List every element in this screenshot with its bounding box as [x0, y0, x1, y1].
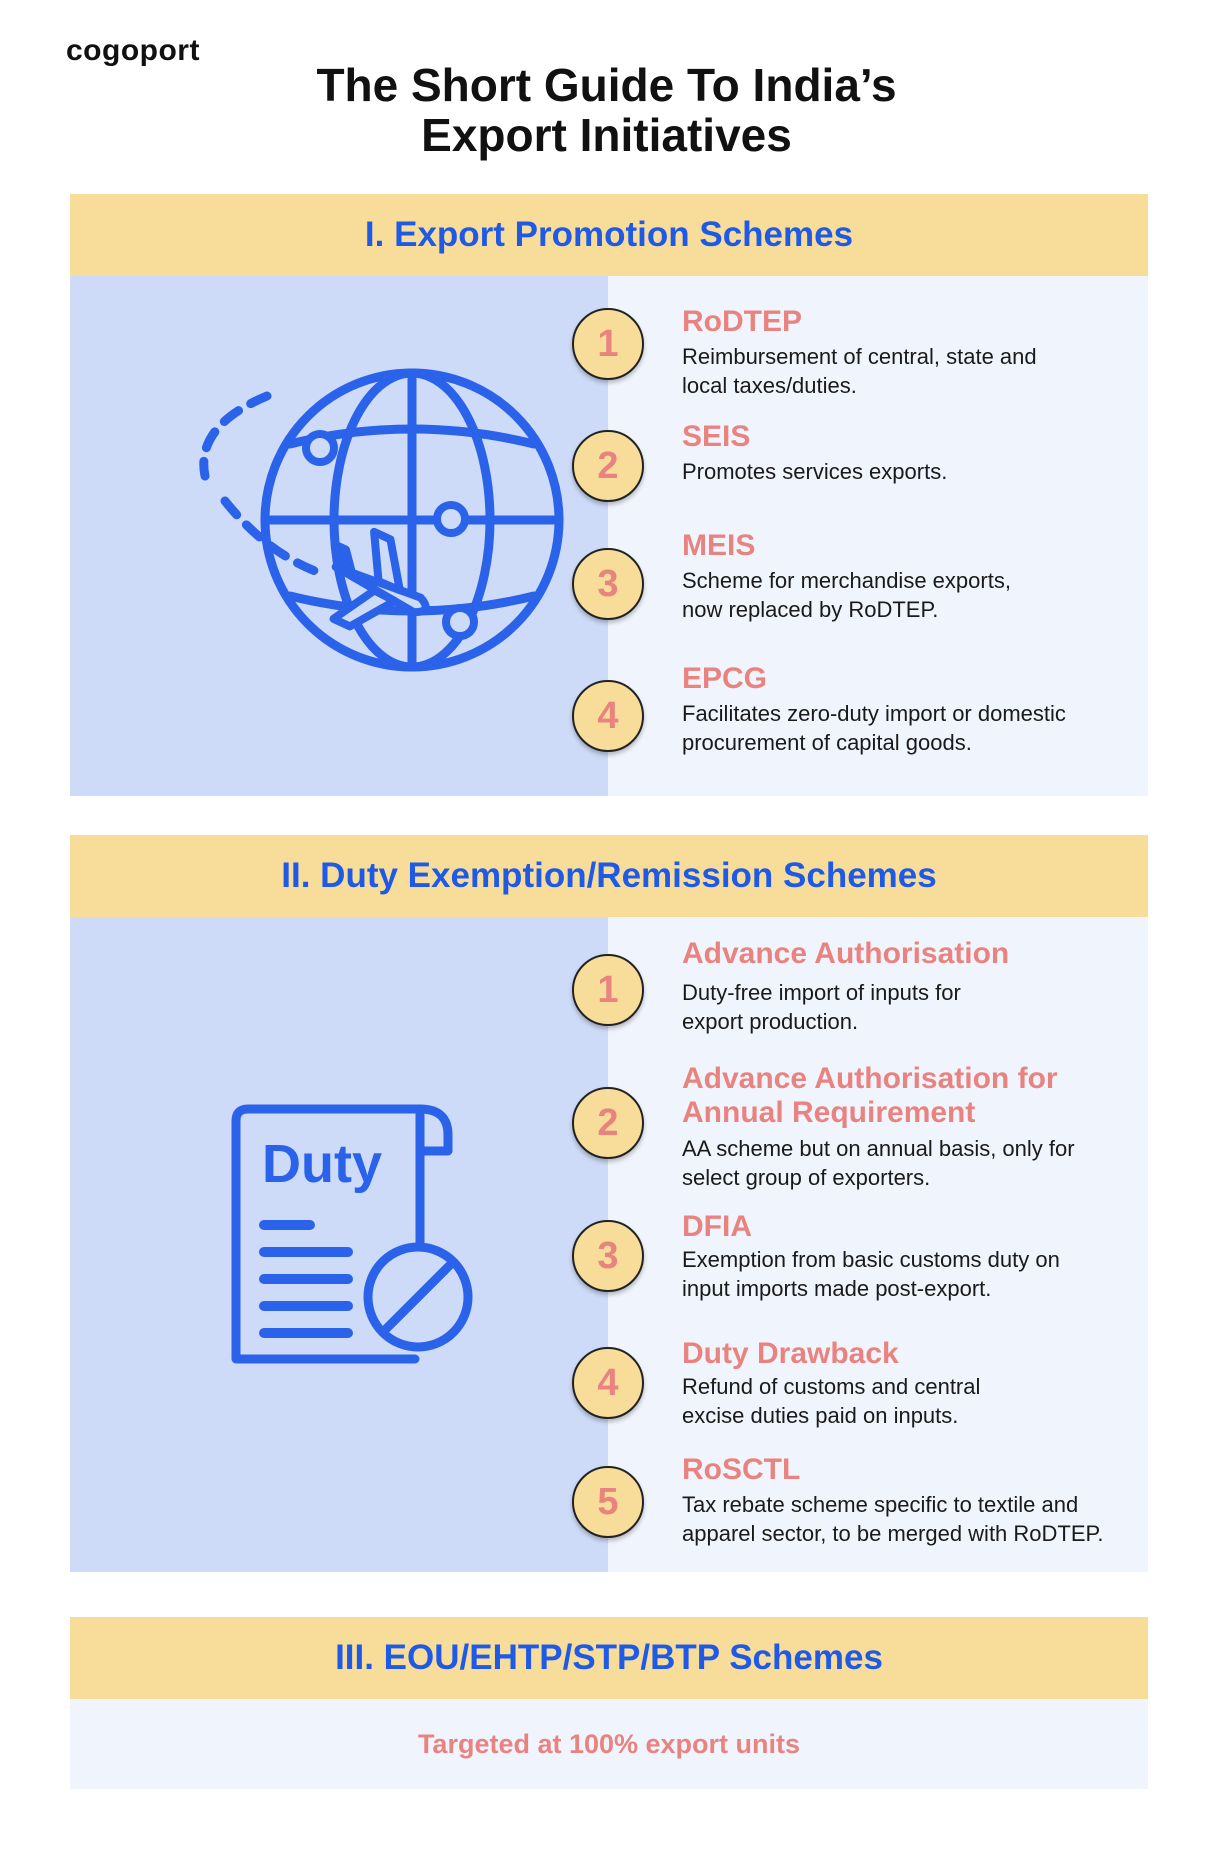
number-badge: 4: [572, 680, 644, 752]
duty-document-icon: [220, 1097, 480, 1377]
desc-line: excise duties paid on inputs.: [682, 1403, 959, 1428]
item-description: [682, 1372, 1132, 1430]
item-title: RoDTEP: [682, 305, 802, 338]
item-description: [682, 342, 1132, 400]
number-badge: 2: [572, 1087, 644, 1159]
section-2-panel: [70, 917, 1148, 1572]
desc-line: Facilitates zero-duty import or domestic: [682, 701, 1066, 726]
item-description: [682, 978, 1132, 1036]
desc-line: Scheme for merchandise exports,: [682, 568, 1011, 593]
item-description: [682, 457, 1132, 486]
item-title: EPCG: [682, 662, 768, 695]
title-line: Advance Authorisation: [682, 937, 1010, 970]
item-description: [682, 699, 1132, 757]
section-2-header: II. Duty Exemption/Remission Schemes: [70, 835, 1148, 917]
number-badge: 4: [572, 1347, 644, 1419]
item-description: [682, 1245, 1132, 1303]
desc-line: Tax rebate scheme specific to textile and: [682, 1492, 1079, 1517]
section-3-header: III. EOU/EHTP/STP/BTP Schemes: [70, 1617, 1148, 1699]
item-title: [682, 1210, 1122, 1244]
number-badge: 1: [572, 308, 644, 380]
desc-line: Exemption from basic customs duty on: [682, 1247, 1060, 1272]
desc-line: Duty-free import of inputs for: [682, 980, 961, 1005]
desc-line: now replaced by RoDTEP.: [682, 597, 939, 622]
number-badge: 5: [572, 1466, 644, 1538]
item-title: [682, 937, 1122, 971]
item-description: [682, 1134, 1132, 1192]
desc-line: Promotes services exports.: [682, 459, 948, 484]
item-title: MEIS: [682, 529, 756, 562]
section-1-header: I. Export Promotion Schemes: [70, 194, 1148, 276]
title-line: DFIA: [682, 1210, 752, 1243]
item-title: [682, 1453, 1122, 1487]
number-badge: 3: [572, 1220, 644, 1292]
duty-icon-label: Duty: [262, 1134, 382, 1194]
page-title-line-2: Export Initiatives: [421, 109, 792, 161]
desc-line: input imports made post-export.: [682, 1276, 992, 1301]
page-title: [0, 60, 1213, 160]
item-description: [682, 566, 1132, 624]
section-1-panel: [70, 276, 1148, 796]
item-title: [682, 1062, 1122, 1130]
desc-line: local taxes/duties.: [682, 373, 857, 398]
item-title: [682, 1337, 1122, 1371]
page-title-line-1: The Short Guide To India’s: [316, 59, 897, 111]
title-line: RoSCTL: [682, 1453, 801, 1486]
section-3-panel: [70, 1699, 1148, 1789]
title-line: Duty Drawback: [682, 1337, 899, 1370]
title-line: Advance Authorisation for: [682, 1062, 1058, 1095]
desc-line: select group of exporters.: [682, 1165, 931, 1190]
globe-airplane-icon: [155, 366, 575, 696]
desc-line: Reimbursement of central, state and: [682, 344, 1037, 369]
desc-line: procurement of capital goods.: [682, 730, 972, 755]
cogoport-logo: cogoport: [66, 34, 200, 67]
desc-line: Refund of customs and central: [682, 1374, 981, 1399]
number-badge: 1: [572, 954, 644, 1026]
section-3-text: Targeted at 100% export units: [417, 1729, 801, 1759]
desc-line: export production.: [682, 1009, 859, 1034]
desc-line: apparel sector, to be merged with RoDTEP.: [682, 1521, 1104, 1546]
title-line: Annual Requirement: [682, 1096, 976, 1129]
desc-line: AA scheme but on annual basis, only for: [682, 1136, 1075, 1161]
item-title: SEIS: [682, 420, 751, 453]
item-description: [682, 1490, 1132, 1548]
number-badge: 2: [572, 430, 644, 502]
number-badge: 3: [572, 548, 644, 620]
